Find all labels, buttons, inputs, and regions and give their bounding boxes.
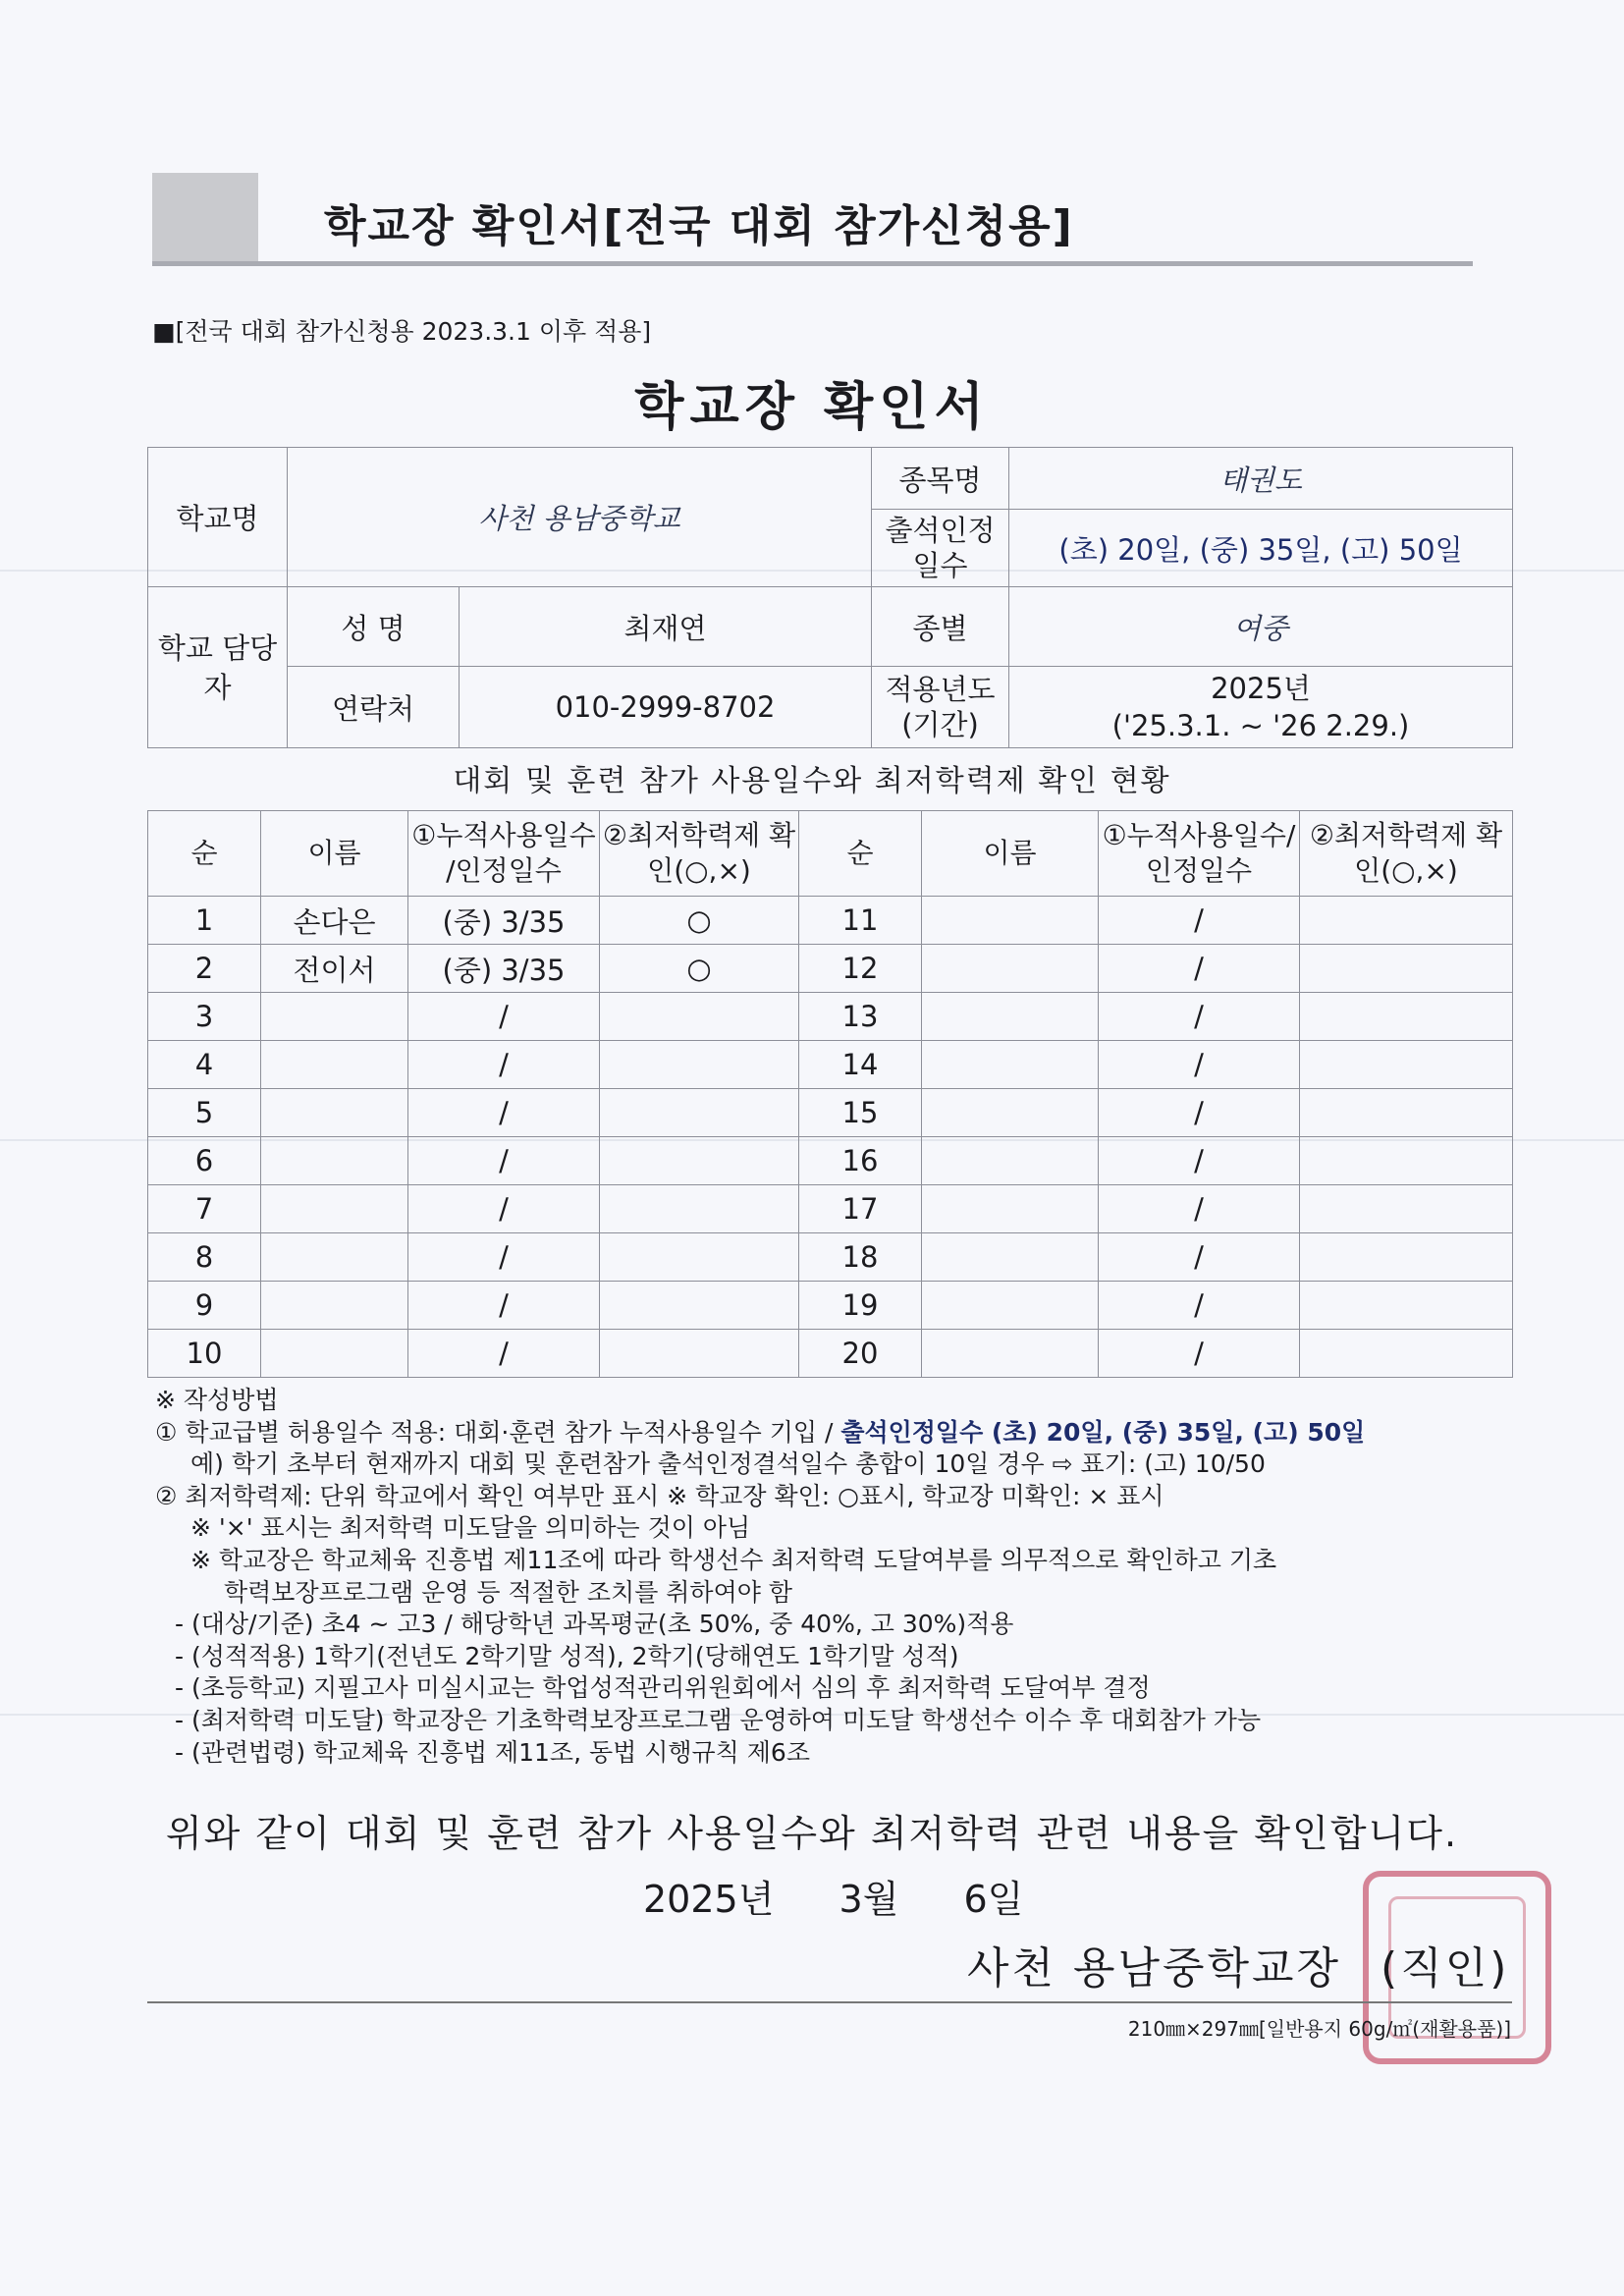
row-confirm [600, 993, 799, 1041]
section-title: 대회 및 훈련 참가 사용일수와 최저학력제 확인 현황 [453, 764, 1171, 798]
table-row [148, 1089, 1513, 1137]
col-no: 순 [148, 811, 261, 897]
row-confirm [1300, 1185, 1513, 1233]
row-name [922, 897, 1099, 945]
table-row [148, 1185, 1513, 1233]
row-confirm [600, 1282, 799, 1330]
row-no: 18 [799, 1233, 922, 1282]
row-confirm [1300, 1137, 1513, 1185]
row-days: / [1099, 1233, 1300, 1282]
row-confirm [600, 1185, 799, 1233]
row-days: / [1099, 1041, 1300, 1089]
row-no: 13 [799, 993, 922, 1041]
row-no: 20 [799, 1330, 922, 1378]
row-no: 19 [799, 1282, 922, 1330]
school-label: 학교명 [148, 448, 288, 587]
row-name [922, 1330, 1099, 1378]
row-confirm [1300, 1282, 1513, 1330]
table-row [148, 1282, 1513, 1330]
row-days: / [1099, 945, 1300, 993]
row-name [261, 993, 408, 1041]
row-days: (중) 3/35 [408, 897, 600, 945]
row-no: 1 [148, 897, 261, 945]
method-line: 예) 학기 초부터 현재까지 대회 및 훈련참가 출석인정결석일수 총합이 10일 경우 ⇨ 표기: (고) 10/50 [190, 1449, 1266, 1479]
table-row [148, 1330, 1513, 1378]
row-name [922, 945, 1099, 993]
row-days: / [408, 1041, 600, 1089]
row-no: 6 [148, 1137, 261, 1185]
row-days: / [1099, 1185, 1300, 1233]
name-value: 최재연 [460, 587, 872, 667]
row-confirm [1300, 897, 1513, 945]
method-line: - (관련법령) 학교체육 진흥법 제11조, 동법 시행규칙 제6조 [175, 1737, 810, 1767]
year-label: 적용년도 (기간) [872, 667, 1009, 748]
row-no: 9 [148, 1282, 261, 1330]
row-name [261, 1137, 408, 1185]
event-label: 종목명 [872, 448, 1009, 510]
year-cell [1009, 667, 1513, 748]
row-no: 10 [148, 1330, 261, 1378]
attendance-highlight: 출석인정일수 (초) 20일, (중) 35일, (고) 50일 [840, 1417, 1366, 1447]
row-confirm [1300, 993, 1513, 1041]
bottom-rule [147, 2001, 1512, 2003]
period-value: ('25.3.1. ~ '26 2.29.) [1111, 709, 1410, 742]
row-name [261, 1089, 408, 1137]
table-row [148, 945, 1513, 993]
row-no: 5 [148, 1089, 261, 1137]
page-title: 학교장 확인서 [634, 378, 990, 437]
col-confirm: ②최저학력제 확인(○,×) [1300, 811, 1513, 897]
row-days: / [408, 1233, 600, 1282]
row-no: 16 [799, 1137, 922, 1185]
note-line: ■[전국 대회 참가신청용 2023.3.1 이후 적용] [152, 317, 652, 346]
row-days: / [1099, 1089, 1300, 1137]
header-band [152, 173, 1473, 263]
row-confirm [600, 1089, 799, 1137]
row-name [261, 1233, 408, 1282]
event-value: 태권도 [1009, 448, 1513, 510]
row-confirm: ○ [600, 897, 799, 945]
table-row [148, 1041, 1513, 1089]
row-name [261, 1041, 408, 1089]
row-name [922, 1282, 1099, 1330]
row-days: / [408, 1137, 600, 1185]
date-month: 3월 [839, 1878, 899, 1921]
principal-name: 사천 용남중학교장 [967, 1943, 1342, 1994]
row-confirm [600, 1233, 799, 1282]
participant-table [147, 810, 1513, 1378]
attendance-value: (초) 20일, (중) 35일, (고) 50일 [1009, 510, 1513, 587]
row-days: (중) 3/35 [408, 945, 600, 993]
contact-label: 연락처 [288, 667, 460, 748]
row-days: / [408, 1330, 600, 1378]
row-no: 17 [799, 1185, 922, 1233]
row-confirm: ○ [600, 945, 799, 993]
conclusion: 위와 같이 대회 및 훈련 참가 사용일수와 최저학력 관련 내용을 확인합니다. [165, 1812, 1459, 1855]
school-value: 사천 용남중학교 [288, 448, 872, 587]
row-name: 손다은 [261, 897, 408, 945]
year-value: 2025년 [1211, 672, 1311, 705]
manager-label: 학교 담당자 [148, 587, 288, 748]
principal-signature [967, 1933, 1509, 1995]
category-label: 종별 [872, 587, 1009, 667]
row-name [261, 1282, 408, 1330]
method-line: 학력보장프로그램 운영 등 적절한 조치를 취하여야 함 [224, 1577, 792, 1607]
row-days: / [1099, 1137, 1300, 1185]
date-year: 2025년 [643, 1878, 775, 1921]
col-days: ①누적사용일수/ 인정일수 [1099, 811, 1300, 897]
row-name [922, 1089, 1099, 1137]
row-no: 11 [799, 897, 922, 945]
row-days: / [408, 1089, 600, 1137]
row-no: 3 [148, 993, 261, 1041]
row-confirm [1300, 1089, 1513, 1137]
row-confirm [1300, 1041, 1513, 1089]
header-rule [152, 261, 1473, 266]
row-name [922, 1041, 1099, 1089]
method-line [155, 1417, 1520, 1449]
table-header-row [148, 811, 1513, 897]
row-confirm [1300, 1330, 1513, 1378]
method-line: - (초등학교) 지필고사 미실시교는 학업성적관리위원회에서 심의 후 최저학력 도달여부 결정 [175, 1673, 1151, 1703]
row-name [261, 1330, 408, 1378]
row-days: / [408, 993, 600, 1041]
row-confirm [1300, 945, 1513, 993]
method-title: ※ 작성방법 [155, 1386, 279, 1414]
row-name [261, 1185, 408, 1233]
col-name: 이름 [922, 811, 1099, 897]
col-no: 순 [799, 811, 922, 897]
contact-value: 010-2999-8702 [460, 667, 872, 748]
method-line: - (최저학력 미도달) 학교장은 기초학력보장프로그램 운영하여 미도달 학생선수 이수 후 대회참가 가능 [175, 1705, 1262, 1734]
row-days: / [1099, 897, 1300, 945]
row-confirm [600, 1041, 799, 1089]
row-days: / [1099, 993, 1300, 1041]
table-row [148, 1233, 1513, 1282]
method-line1-text: ① 학교급별 허용일수 적용: 대회·훈련 참가 누적사용일수 기입 / [155, 1417, 841, 1447]
method-line: - (대상/기준) 초4 ~ 고3 / 해당학년 과목평균(초 50%, 중 40%, 고 30%)적용 [175, 1610, 1014, 1639]
row-name [922, 993, 1099, 1041]
row-name [922, 1137, 1099, 1185]
row-days: / [408, 1282, 600, 1330]
paper-spec: 210㎜×297㎜[일반용지 60g/㎡(재활용품)] [1127, 2017, 1511, 2041]
table-row [148, 897, 1513, 945]
row-name: 전이서 [261, 945, 408, 993]
row-name [922, 1185, 1099, 1233]
row-no: 12 [799, 945, 922, 993]
writing-method [155, 1385, 1520, 1769]
category-value: 여중 [1009, 587, 1513, 667]
row-no: 4 [148, 1041, 261, 1089]
row-no: 14 [799, 1041, 922, 1089]
header-title: 학교장 확인서[전국 대회 참가신청용] [324, 201, 1074, 251]
attendance-label: 출석인정 일수 [872, 510, 1009, 587]
row-no: 7 [148, 1185, 261, 1233]
row-confirm [1300, 1233, 1513, 1282]
col-name: 이름 [261, 811, 408, 897]
header-gray-block [152, 173, 258, 263]
table-row [148, 1137, 1513, 1185]
info-table [147, 447, 1513, 748]
row-no: 2 [148, 945, 261, 993]
name-label: 성 명 [288, 587, 460, 667]
row-no: 8 [148, 1233, 261, 1282]
row-confirm [600, 1137, 799, 1185]
method-line: ※ '×' 표시는 최저학력 미도달을 의미하는 것이 아님 [190, 1513, 751, 1543]
col-days: ①누적사용일수 /인정일수 [408, 811, 600, 897]
issue-date [643, 1869, 1072, 1923]
method-line: ② 최저학력제: 단위 학교에서 확인 여부만 표시 ※ 학교장 확인: ○표시, 학교장 미확인: × 표시 [155, 1481, 1164, 1510]
row-name [922, 1233, 1099, 1282]
row-days: / [408, 1185, 600, 1233]
row-days: / [1099, 1282, 1300, 1330]
col-confirm: ②최저학력제 확인(○,×) [600, 811, 799, 897]
row-confirm [600, 1330, 799, 1378]
row-days: / [1099, 1330, 1300, 1378]
table-row [148, 993, 1513, 1041]
row-no: 15 [799, 1089, 922, 1137]
seal-label: (직인) [1380, 1943, 1510, 1994]
method-line: ※ 학교장은 학교체육 진흥법 제11조에 따라 학생선수 최저학력 도달여부를 의무적으로 확인하고 기초 [190, 1545, 1277, 1574]
date-day: 6일 [963, 1878, 1024, 1921]
method-line: - (성적적용) 1학기(전년도 2학기말 성적), 2학기(당해연도 1학기말 성적) [175, 1641, 959, 1670]
